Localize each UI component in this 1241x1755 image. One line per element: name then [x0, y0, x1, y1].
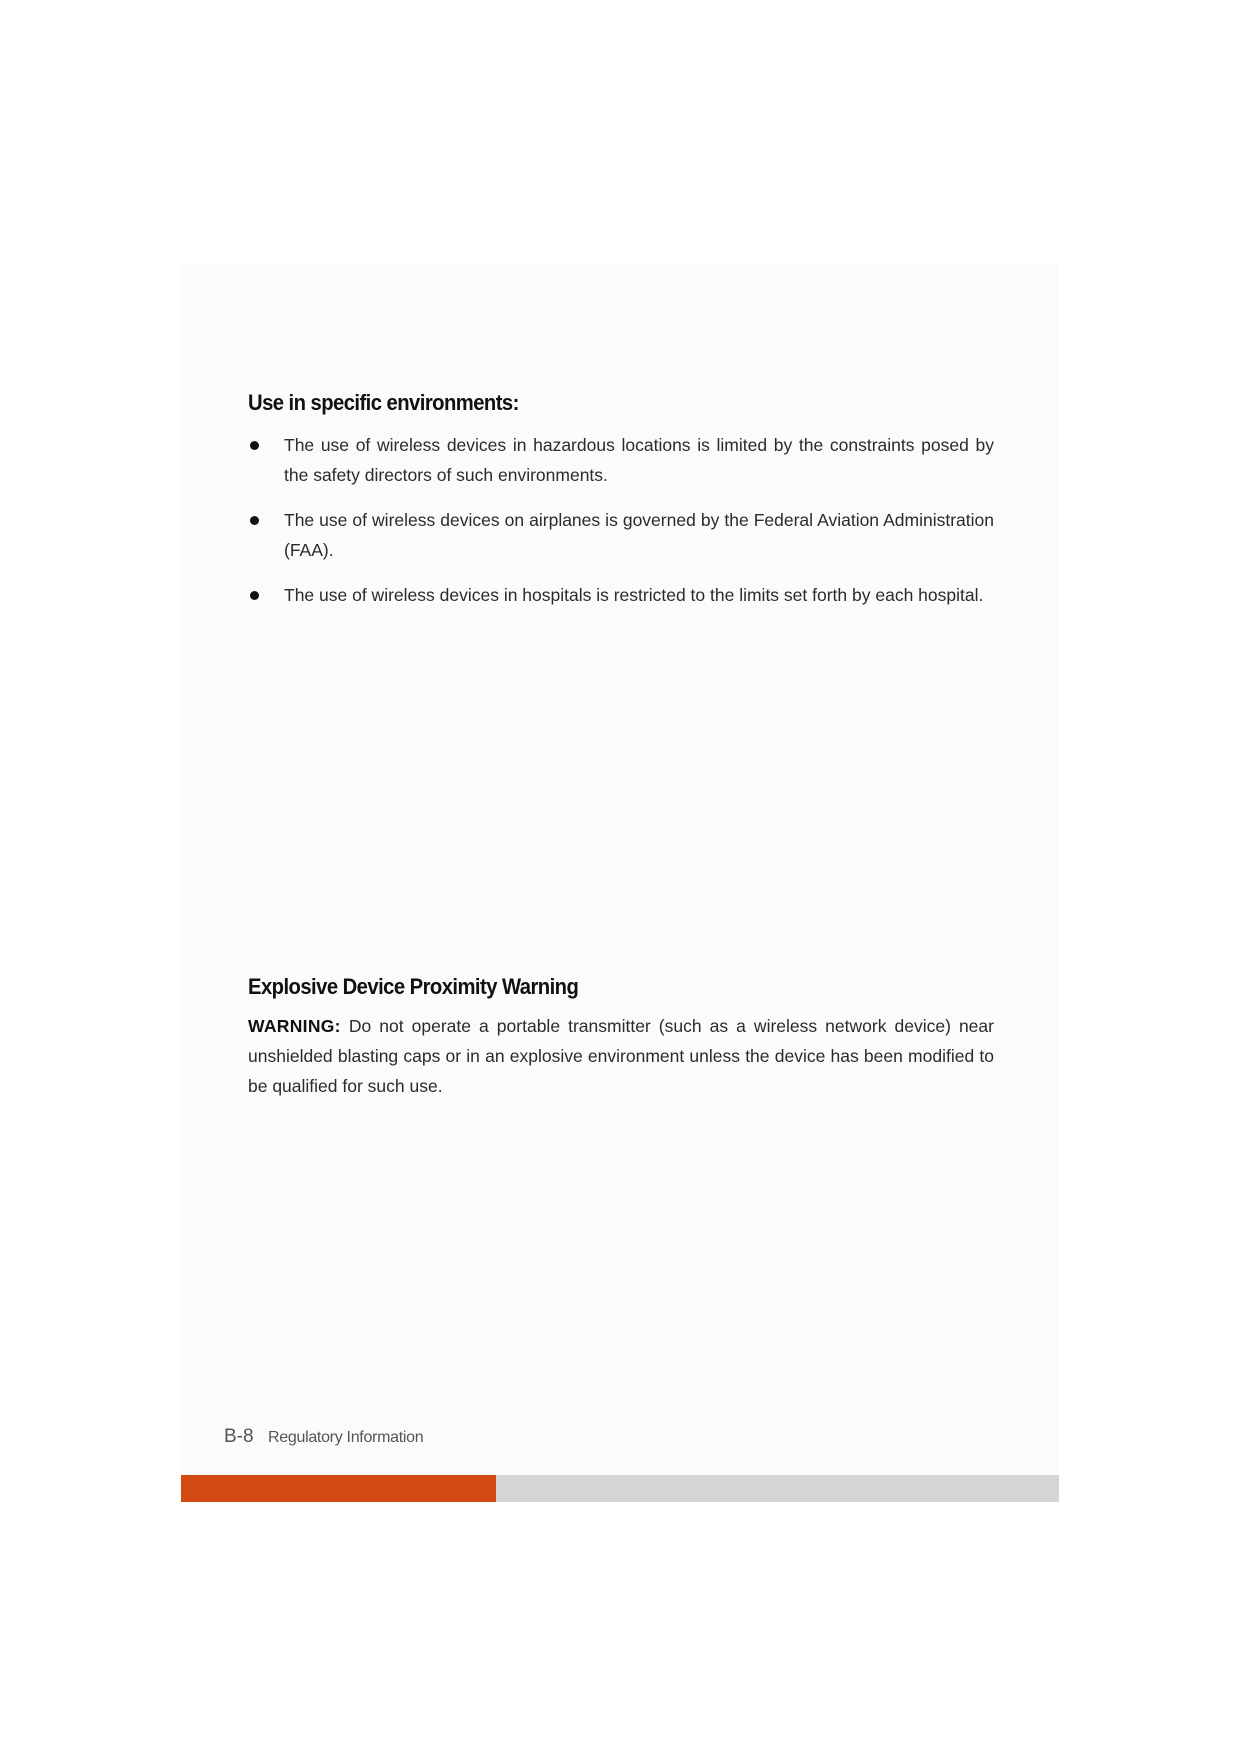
warning-paragraph	[248, 1011, 994, 1101]
page-number: B-8	[224, 1426, 254, 1447]
bullet-icon	[250, 591, 259, 600]
page-footer	[224, 1426, 423, 1448]
bullet-icon	[250, 441, 259, 450]
bullet-text-hospitals: The use of wireless devices in hospitals is restricted to the limits set forth by each hospital.	[284, 585, 984, 605]
warning-text: Do not operate a portable transmitter (such as a wireless network device) near unshielded blasting caps or in an explosive environment unless the device has been modified to be qualified for such use.	[248, 1016, 994, 1096]
footer-accent-segment	[181, 1475, 496, 1502]
footer-color-bar	[181, 1475, 1059, 1502]
footer-gray-segment	[496, 1475, 1059, 1502]
list-item	[248, 580, 994, 610]
footer-section-title: Regulatory Information	[268, 1429, 424, 1446]
bullet-text-hazardous: The use of wireless devices in hazardous locations is limited by the constraints posed by the safety directors of such environments.	[284, 435, 994, 485]
section-heading-explosive-warning: Explosive Device Proximity Warning	[248, 974, 579, 999]
warning-label: WARNING:	[248, 1016, 341, 1036]
bullet-text-airplanes: The use of wireless devices on airplanes is governed by the Federal Aviation Administration (FAA).	[284, 510, 994, 560]
section-heading-environments: Use in specific environments:	[248, 390, 519, 415]
environments-bullet-list	[248, 430, 994, 625]
list-item	[248, 430, 994, 490]
bullet-icon	[250, 516, 259, 525]
list-item	[248, 505, 994, 565]
